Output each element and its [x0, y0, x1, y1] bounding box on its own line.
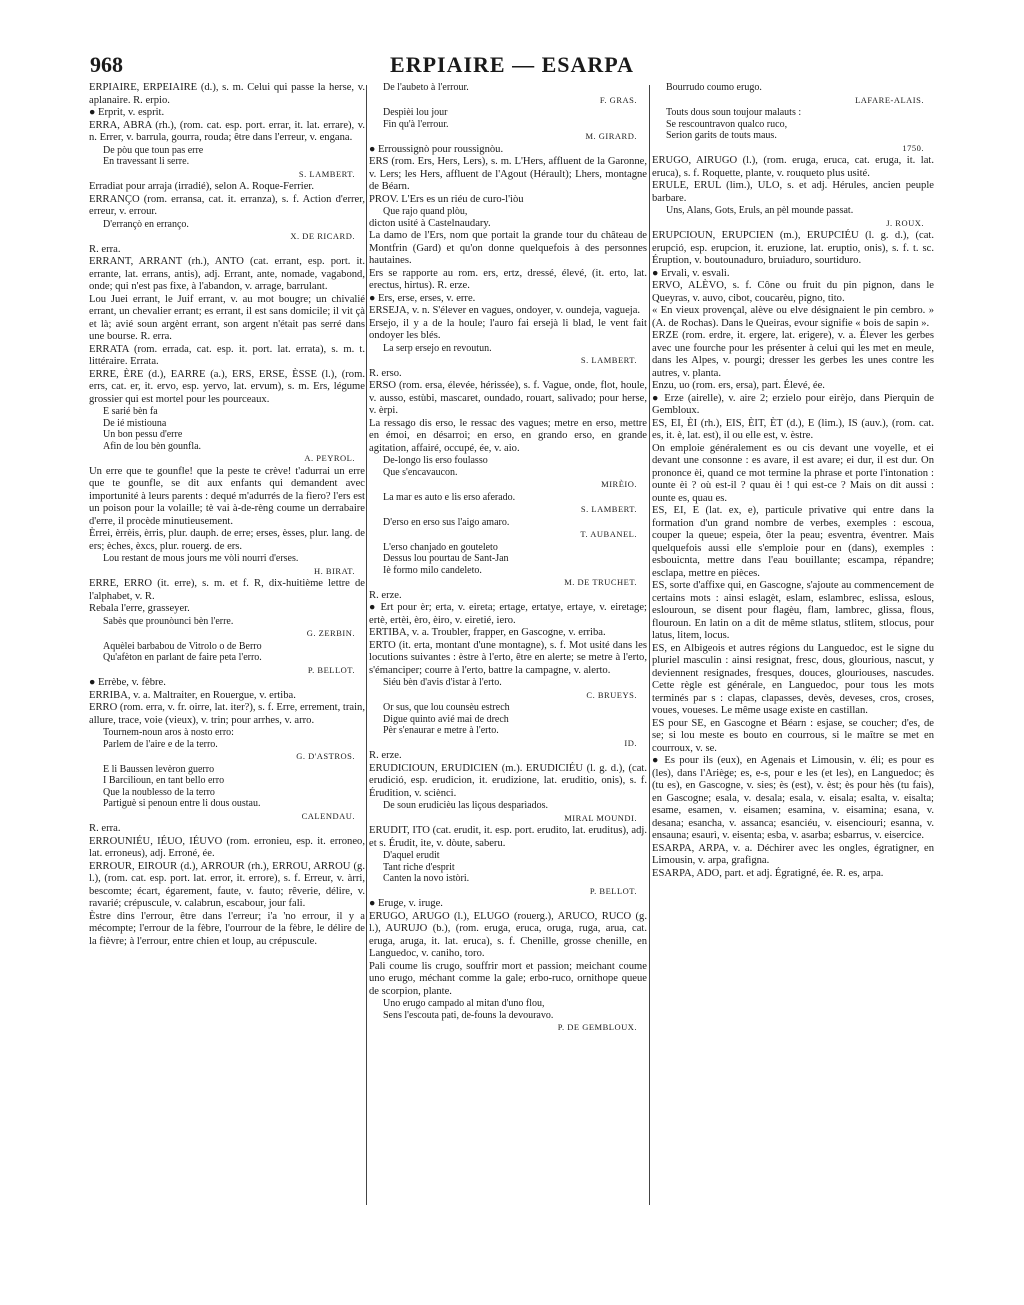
dictionary-entry: Èstre dins l'errour, être dans l'erreur; i'a 'no errour, il y a mécompte; l'errour de la fèbre, l'ourrour de la fèbre, le délire de la fièvre; à l'errour, entre chien et loup, au crépuscule.: [89, 910, 365, 947]
verse-line: La mar es auto e lis erso aferado.: [383, 491, 516, 503]
dictionary-entry: dicton usité à Castelnaudary.: [369, 217, 491, 229]
dictionary-entry: ERRE, ERRO (it. erre), s. m. et f. R, dix-huitième lettre de l'alphabet, v. R.: [89, 578, 365, 602]
verse-line: Uno erugo campado al mitan d'uno flou,: [383, 998, 545, 1009]
dictionary-entry: Rebala l'erre, grasseyer.: [89, 603, 190, 614]
running-head-title: ERPIAIRE — ESARPA: [390, 52, 634, 77]
verse-line: Se rescountravon qualco ruco,: [666, 118, 788, 130]
dictionary-entry: La damo de l'Ers, nom que portait la grande tour du château de Montfrin (Gard) et qu'on donne quelquefois à des personnes hautaines.: [369, 230, 647, 266]
citation-author: M. DE TRUCHET.: [564, 577, 637, 587]
dictionary-entry: ES, en Albigeois et autres régions du Languedoc, est le signe du pluriel masculin : ainsi resignat, fresc, dous, glourious, nascut, y deviennent resignades, fresques, douces, glouriouses, nascudes. Cette règle est générale, en Languedoc, pour tous les mots terminés par s : clapas, clapasses, devès, deveses, cros, croses, voues, voueses. Le même usage existe en castillan.: [652, 642, 934, 716]
citation-author: P. BELLOT.: [589, 885, 637, 896]
dictionary-entry: ● Ert pour èr; erta, v. eireta; ertage, ertatye, ertaye, v. eiretage; ertè, ertèi, èro, èiro, v. eiretié, iero.: [369, 602, 647, 626]
dictionary-entry: R. erso.: [369, 367, 402, 379]
citation-author: MIRÈIO.: [601, 479, 637, 489]
citation-author: S. LAMBERT.: [298, 168, 355, 179]
verse-line: De pòu que toun pas erre: [103, 144, 204, 156]
dictionary-entry: ● Ers, erse, erses, v. erre.: [369, 292, 476, 304]
citation-author: S. LAMBERT.: [580, 355, 637, 365]
verse-line: Canten la novo istòri.: [383, 873, 470, 884]
dictionary-entry: On emploie généralement es ou cis devant une voyelle, et ei devant une consonne : es avare, il est avare; ei dur, il est dur. On prononce èi, quand ce mot termine la phrase et porte l'intonation : ounte èi ? où est-il ? quau èi ! qui est-ce ? Mais on dit aussi : ounte es, quau es.: [652, 442, 934, 504]
citation-author: H. BIRAT.: [314, 565, 355, 576]
dictionary-entry: ERUGO, AIRUGO (l.), (rom. eruga, eruca, cat. eruga, it. lat. eruca), s. f. Roquette, plante, v. rouqueto plus usité.: [652, 155, 934, 179]
dictionary-entry: ERPIAIRE, ERPEIAIRE (d.), s. m. Celui qui passe la herse, v. aplanaire. R. erpio.: [89, 82, 365, 106]
dictionary-entry: ES pour SE, en Gascogne et Béarn : esjase, se coucher; d'es, de se; si lou meste es bouto en courrous, si le maître se met en courroux, v. se.: [652, 717, 934, 754]
dictionary-entry: ESARPA, ADO, part. et adj. Égratigné, ée. R. es, arpa.: [652, 867, 884, 879]
dictionary-entry: ERROUR, EIROUR (d.), ARROUR (rh.), ERROU, ARROU (g. l.), (rom. cat. esp. port. lat. error, it. errore), s. f. Erreur, v. àrri, bescomte; écart, égarement, faute, v. fauto; rêverie, délire, v. ravarié; crépuscule, v. calabrun, escabour, jour fali.: [89, 860, 365, 909]
dictionary-entry: R. erze.: [369, 750, 402, 761]
verse-line: Parlem de l'aire e de la terro.: [103, 738, 218, 750]
citation-author: LAFARE-ALAIS.: [855, 94, 924, 105]
verse-line: D'aquel erudit: [383, 850, 440, 861]
dictionary-entry: Pali coume lis crugo, souffrir mort et passion; meichant coume uno erugo, méchant comme la gale; erbo-ruco, ornithope queue de scorpion, plante.: [369, 960, 647, 997]
dictionary-entry: ERTIBA, v. a. Troubler, frapper, en Gascogne, v. erriba.: [369, 627, 606, 638]
verse-line: Que la noublesso de la terro: [103, 786, 215, 798]
dictionary-entry: ERVO, ALÈVO, s. f. Cône ou fruit du pin pignon, dans le Queyras, v. auvo, cibot, coucarèu, pigno, tito.: [652, 280, 934, 304]
dictionary-entry: ERUPCIOUN, ERUPCIEN (m.), ERUPCIÉU (l. g. d.), (cat. erupció, esp. erupcion, it. eruzione, lat. eruptio, onis), s. f. t. sc. Éruption, v. boutounaduro, bruiaduro, sourtiduro.: [652, 230, 934, 266]
dictionary-entry: ESARPA, ARPA, v. a. Déchirer avec les ongles, égratigner, en Limousin, v. arpa, grafigna.: [652, 842, 934, 866]
verse-line: Serion garits de touts maus.: [666, 130, 777, 141]
citation-author: A. PEYROL.: [304, 453, 355, 463]
citation-author: G. ZERBIN.: [306, 628, 355, 638]
verse-line: De ié mistiouna: [103, 417, 167, 429]
dictionary-entry: ERSO (rom. ersa, élevée, hérissée), s. f. Vague, onde, flot, houle, v. ausso, estùbi, mascaret, oundado, rouart, salivado; pour herse, v. èrpi.: [369, 380, 647, 416]
verse-line: La serp ersejo en revoutun.: [383, 342, 492, 354]
dictionary-entry: La ressago dis erso, le ressac des vagues; metre en erso, mettre en émoi, en désarroi; en erso, en grando erso, en grande agitation, affairé, occupé, ée, v. aio.: [369, 417, 647, 454]
dictionary-entry: ERRIBA, v. a. Maltraiter, en Rouergue, v. ertiba.: [89, 689, 296, 701]
verse-line: Partiguè si penoun entre li dous oustau.: [103, 798, 261, 809]
column-rule: [649, 85, 650, 1205]
dictionary-entry: ERZE (rom. erdre, it. ergere, lat. erigere), v. a. Élever les gerbes avec une fourche pour les présenter à celui qui les met en meule, dans les Alpes, v. pourgi; dresser les gerbes les unes contre les autres, v. planta.: [652, 330, 934, 379]
dictionary-entry: ERRO (rom. erra, v. fr. oirre, lat. iter?), s. f. Erre, errement, train, allure, trace, voie (vieux), v. trin; pour arrhes, v. arro.: [89, 702, 365, 726]
dictionary-entry: ERUDIT, ITO (cat. erudit, it. esp. port. erudito, lat. eruditus), adj. et s. Érudit, ite, v. dòute, saberu.: [369, 825, 647, 849]
dictionary-entry: R. erra.: [89, 823, 121, 834]
verse-line: Pèr s'enaurar e metre à l'erto.: [383, 725, 499, 736]
verse-line: Sabès que prounòunci bèn l'erre.: [103, 615, 234, 627]
dictionary-entry: ERRANT, ARRANT (rh.), ANTO (cat. errant, esp. port. it. errante, lat. errans, antis), adj. Errant, ante, nomade, vagabond, onde; qui n'est pas fixe, à l'abandon, v. arrage, barrulant.: [89, 256, 365, 292]
verse-line: I Barcilioun, en tant bello erro: [103, 775, 225, 786]
dictionary-entry: ● Erze (airelle), v. aire 2; erzielo pour eirèjo, dans Pierquin de Gembloux.: [652, 392, 934, 416]
verse-line: Tournem-noun aros à nosto erro:: [103, 727, 234, 738]
dictionary-entry: Èrrei, èrrèis, èrris, plur. dauph. de erre; erses, èsses, plur. lang. de ers; èches, èxcs, plur. rouerg. de ers.: [89, 528, 365, 552]
citation-author: M. GIRARD.: [585, 131, 637, 141]
verse-line: Un bon pessu d'erre: [103, 429, 183, 440]
column-rule: [366, 85, 367, 1205]
verse-line: Bourrudo coumo erugo.: [666, 82, 762, 93]
dictionary-entry: ● Eruge, v. iruge.: [369, 898, 443, 909]
dictionary-entry: ERRA, ABRA (rh.), (rom. cat. esp. port. errar, it. lat. errare), v. n. Errer, v. barrula, gourra, rouda; être dans l'erreur, v. engana.: [89, 119, 365, 143]
dictionary-entry: Ers se rapporte au rom. ers, ertz, dressé, élevé, (it. erto, lat. erectus, hirtus). R. erze.: [369, 267, 647, 291]
dictionary-entry: ERRATA (rom. errada, cat. esp. it. port. lat. errata), s. m. t. littéraire. Errata.: [89, 343, 365, 367]
citation-author: 1750.: [902, 142, 924, 153]
dictionary-entry: ERUGO, ARUGO (l.), ELUGO (rouerg.), ARUCO, RUCO (g. l.), AURUJO (b.), (rom. eruga, eruca, oruga, ruga, arua, cat. eruga, aruga, it. lat. eruca), s. f. Chenille, grosse chenille, en Languedoc, v. caniho, toro.: [369, 910, 647, 959]
verse-line: De soun erudicièu las liçous desparìados.: [383, 800, 548, 811]
verse-line: En travessant li serre.: [103, 156, 190, 167]
dictionary-entry: ERTO (it. erta, montant d'une montagne), s. f. Mot usité dans les locutions suivantes : èstre à l'erto, être en alerte; se metre à l'erto, s'émanciper; courre à l'erto, battre la campagne, v. alerto.: [369, 639, 647, 676]
verse-line: Sens l'escouta pati, de-founs la devouravo.: [383, 1009, 554, 1021]
dictionary-entry: ● Ervali, v. esvali.: [652, 267, 730, 279]
citation-author: CALENDAU.: [301, 810, 355, 821]
column-1: [89, 82, 365, 948]
citation-author: J. ROUX.: [886, 217, 924, 228]
dictionary-entry: Un erre que te gounfle! que la peste te crève! t'adurrai un erre que te gounfle, se dit aux enfants qui demandent avec importunité à leurs parents : dequé m'adurrés de la fiero? l'ers est un poison pour la volaille; tè vai à-de-rèng coume un derrabaire d'erre, il procède minutieusement.: [89, 465, 365, 527]
dictionary-entry: Enzu, uo (rom. ers, ersa), part. Élevé, ée.: [652, 380, 825, 391]
citation-author: P. DE GEMBLOUX.: [557, 1022, 637, 1032]
citation-author: P. BELLOT.: [307, 664, 355, 675]
dictionary-entry: R. erra.: [89, 243, 121, 255]
citation-author: F. GRAS.: [599, 94, 637, 105]
column-3: [652, 82, 934, 880]
dictionary-entry: Lou Juei errant, le Juif errant, v. au mot bougre; un chivalié errant, un chevalier errant; es errant, il est sans domicile; il vit çà et là; avié soun argènt errant, son argent n'était pas serré dans une bourse. R. erra.: [89, 293, 365, 342]
verse-line: Digue quinto avié mai de drech: [383, 713, 509, 725]
verse-line: Dessus lou pourtau de Sant-Jan: [383, 553, 509, 564]
verse-line: Que rajo quand plòu,: [383, 206, 468, 217]
verse-line: Aquèlei barbabou de Vitrolo o de Berro: [103, 640, 262, 652]
verse-line: Que s'encavaucon.: [383, 466, 458, 478]
dictionary-entry: ● Es pour ils (eux), en Agenais et Limousin, v. éli; es pour es (les), dans l'Ariège; es, e-s, pour e les (et les), en Languedoc; ès (tu es), en Gascogne, v. sies; ès (est), v. èst; ès pour hès (tu fais), en Gascogne; esala, v. desala; esala, v. eisala; esalta, v. eisalta; esame, esamen, v. eisamen; esamina, v. eisamina; esana, v. desana; esancha, v. assanca; esanciéu, v. eisenciouri; esanna, v. ensauna; esaurì, v. eisenta; esba, v. asarba; esbarrus, v. eisercice.: [652, 755, 934, 841]
column-2: [369, 82, 647, 1035]
dictionary-entry: ● Erprit, v. esprit.: [89, 107, 165, 118]
verse-line: D'erso en erso sus l'aigo amaro.: [383, 516, 510, 528]
verse-line: D'errançò en erranço.: [103, 218, 189, 230]
dictionary-entry: ERUDICIOUN, ERUDICIEN (m.). ERUDICIÉU (l. g. d.), (cat. erudició, esp. erudicion, it. erudizione, lat. eruditio, onis), s. f. Érudition, v. sciènci.: [369, 762, 647, 799]
citation-author: T. AUBANEL.: [580, 529, 637, 539]
dictionary-entry: PROV. L'Ers es un riéu de curo-l'iòu: [369, 193, 524, 205]
citation-author: S. LAMBERT.: [580, 504, 637, 514]
dictionary-entry: ERS (rom. Ers, Hers, Lers), s. m. L'Hers, affluent de la Garonne, v. Lers; les Hers, affluent de l'Agout (Hérault); Lhers, montagne de Béarn.: [369, 156, 647, 192]
dictionary-entry: ERRE, ÈRE (d.), EARRE (a.), ERS, ERSE, ÈSSE (l.), (rom. errs, cat. er, it. ervo, esp. yervo, lat. ervum), s. m. Ers, légume grossier qui est mortel pour les pourceaux.: [89, 368, 365, 405]
verse-line: Afin de lou bèn gounfla.: [103, 440, 202, 452]
dictionary-entry: ● Errèbe, v. fèbre.: [89, 677, 166, 688]
verse-line: Despièi lou jour: [383, 107, 448, 118]
verse-line: Uns, Alans, Gots, Eruls, an pèl mounde passat.: [666, 205, 854, 216]
dictionary-entry: ES, sorte d'affixe qui, en Gascogne, s'ajoute au commencement de certains mots : ainsi eslagèt, eslam, eslambrec, eslissa, eslous, eslouroun, se disent pour flagèu, flam, lambrec, glissa, flous, flouroun. En latin on a dit de même stlatus, stlitem, stlocus, pour latus, litem, locus.: [652, 580, 934, 641]
dictionary-entry: ES, EI, ÈI (rh.), EIS, ÈIT, ÈT (d.), E (lim.), IS (auv.), (rom. cat. es, it. è, lat. est), il ou elle est, v. èstre.: [652, 417, 934, 441]
citation-author: G. D'ASTROS.: [296, 751, 355, 761]
running-header: [0, 52, 1024, 86]
verse-line: Qu'afèton en parlant de faire peta l'erro.: [103, 652, 262, 663]
verse-line: Siéu bèn d'avis d'istar à l'erto.: [383, 677, 502, 688]
citation-author: X. DE RICARD.: [290, 231, 355, 241]
dictionary-entry: Erradiat pour arraja (irradié), selon A. Roque-Ferrier.: [89, 181, 315, 192]
verse-line: Fin qu'à l'errour.: [383, 118, 449, 130]
dictionary-entry: « En vieux provençal, alève ou elve désignaient le pin cembro. » (A. de Rochas). Dans le Queiras, evour signifie « bois de sapin ».: [652, 305, 934, 329]
citation-author: ID.: [624, 737, 637, 748]
verse-line: E sarié bèn fa: [103, 406, 158, 417]
verse-line: Tant riche d'esprit: [383, 861, 455, 873]
verse-line: E li Baussen levèron guerro: [103, 763, 215, 775]
dictionary-entry: ● Erroussignò pour roussignòu.: [369, 143, 504, 155]
dictionary-entry: Ersejo, il y a de la houle; l'auro fai ersejà li blad, le vent fait ondoyer les blés.: [369, 317, 647, 341]
citation-author: MIRAL MOUNDI.: [564, 812, 637, 823]
verse-line: De l'aubeto à l'errour.: [383, 82, 469, 93]
page-number: 968: [90, 52, 123, 77]
verse-line: Iè formo milo candeleto.: [383, 564, 482, 576]
dictionary-entry: ERULE, ERUL (lim.), ULO, s. et adj. Hérules, ancien peuple barbare.: [652, 180, 934, 204]
dictionary-entry: ERRANÇO (rom. erransa, cat. it. erranza), s. f. Action d'errer, erreur, v. errour.: [89, 193, 365, 217]
citation-author: C. BRUEYS.: [586, 689, 637, 700]
verse-line: Touts dous soun toujour malauts :: [666, 107, 802, 118]
dictionary-entry: ERROUNIÉU, IÉUO, IÉUVO (rom. erronieu, esp. it. erroneo, lat. erroneus), adj. Erroné, ée.: [89, 835, 365, 859]
verse-line: Lou restant de mous jours me vòli nourri d'erses.: [103, 553, 299, 564]
dictionary-entry: ES, EI, E (lat. ex, e), particule privative qui entre dans la formation d'un grand nombre de verbes, exemples : escoua, couper la queue; espeia, ôter la peau; esventra, éventrer. Mais quelquefois aussi elle s'emploie pour en (dans), exemples : esbouicnta, mettre dans l'eau bouillante; escampa, répandre; esclapa, mettre en pièces.: [652, 505, 934, 579]
dictionary-entry: ERSEJA, v. n. S'élever en vagues, ondoyer, v. oundeja, vagueja.: [369, 305, 641, 316]
dictionary-entry: R. erze.: [369, 589, 402, 601]
verse-line: De-longo lis erso foulasso: [383, 455, 488, 466]
verse-line: Or sus, que lou counsèu estrech: [383, 702, 510, 713]
verse-line: L'erso chanjado en gouteleto: [383, 541, 498, 553]
